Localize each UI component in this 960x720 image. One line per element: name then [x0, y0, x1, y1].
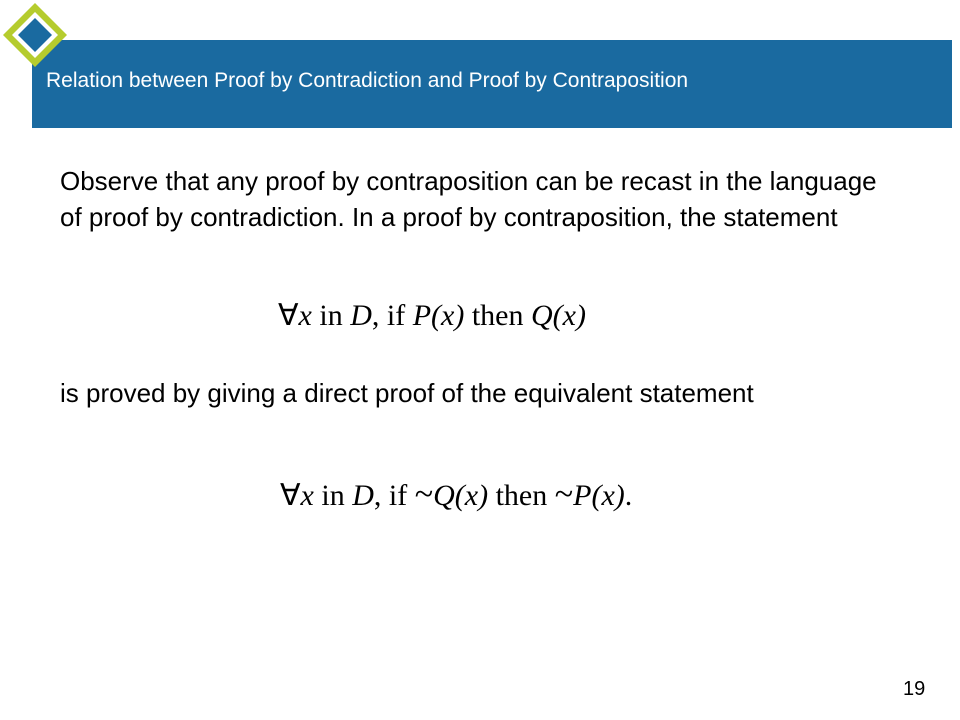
formula-contrapositive-statement: ∀x in D, if ~Q(x) then ~P(x).	[280, 476, 633, 513]
paragraph-intro: Observe that any proof by contraposition can be recast in the language of proof by contradiction. In a proof by contraposition, the statement	[60, 166, 877, 232]
diamond-logo-icon	[0, 0, 70, 70]
slide-title: Relation between Proof by Contradiction and Proof by Contraposition	[46, 69, 689, 92]
paragraph-equivalent: is proved by giving a direct proof of the equivalent statement	[60, 378, 754, 408]
page-number: 19	[903, 678, 926, 700]
formula-original-statement: ∀x in D, if P(x) then Q(x)	[278, 299, 586, 332]
